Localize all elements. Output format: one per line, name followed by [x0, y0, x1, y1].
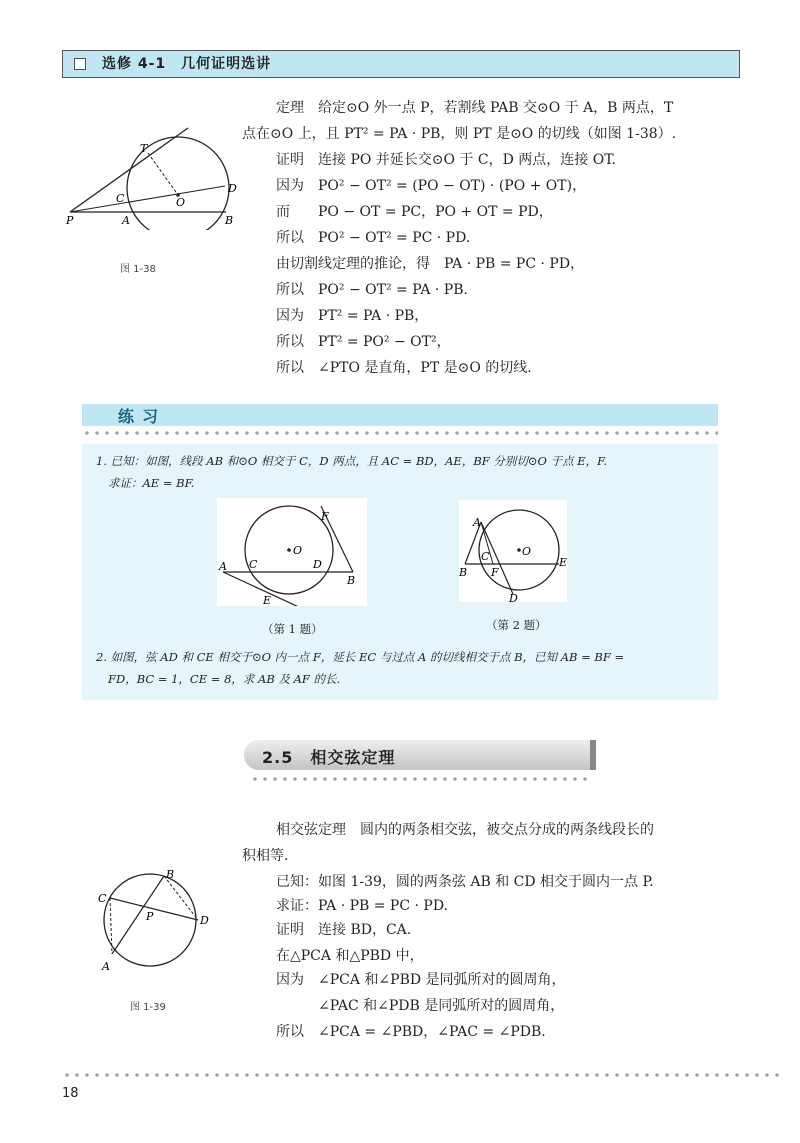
- ex1-label-F: F: [321, 510, 329, 523]
- footer-dotted-divider: [62, 1072, 782, 1078]
- exercise-figure-1-box: [217, 498, 367, 606]
- section-line-3: 已知：如图 1-39，圆的两条弦 AB 和 CD 相交于圆内一点 P.: [276, 874, 654, 890]
- exercise-q1-line2: 求证：AE = BF.: [108, 476, 195, 490]
- fig139-label-P: P: [146, 910, 154, 923]
- exercise-q2-line1: 2. 如图，弦 AD 和 CE 相交于⊙O 内一点 F，延长 EC 与过点 A 的切线相交于点 B，已知 AB = BF =: [96, 650, 625, 664]
- fig138-label-D: D: [228, 182, 237, 195]
- fig138-label-C: C: [116, 192, 125, 205]
- ex2-label-E: E: [559, 556, 567, 569]
- page-number: 18: [62, 1086, 79, 1101]
- section-line-1: 相交弦定理 圆内的两条相交弦，被交点分成的两条线段长的: [276, 822, 654, 838]
- ex2-label-C: C: [481, 550, 490, 563]
- section-title: 2.5 相交弦定理: [262, 748, 396, 767]
- figure-1-38-caption: 图 1-38: [120, 264, 156, 275]
- ex1-label-A: A: [219, 560, 227, 573]
- proof-line-8: 所以 PT² = PO² − OT²，: [276, 334, 451, 350]
- ex1-label-O: O: [293, 544, 303, 557]
- exercise-q1-line1: 1. 已知：如图，线段 AB 和⊙O 相交于 C，D 两点，且 AC = BD，AE，BF 分别切⊙O 于点 E，F.: [96, 454, 608, 468]
- proof-line-2: 因为 PO² − OT² = (PO − OT) · (PO + OT)，: [276, 178, 587, 194]
- proof-line-7: 因为 PT² = PA · PB，: [276, 308, 429, 324]
- theorem-line-1: 定理 给定⊙O 外一点 P，若割线 PAB 交⊙O 于 A，B 两点，T: [276, 100, 674, 116]
- ex2-label-A: A: [473, 516, 481, 529]
- exercise-figure-2-caption: （第 2 题）: [486, 618, 547, 632]
- proof-line-9: 所以 ∠PTO 是直角，PT 是⊙O 的切线.: [276, 360, 532, 376]
- fig139-label-C: C: [98, 892, 107, 905]
- figure-1-38: [60, 120, 250, 230]
- ex2-label-O: O: [522, 545, 532, 558]
- section-line-9: 所以 ∠PCA = ∠PBD，∠PAC = ∠PDB.: [276, 1024, 546, 1040]
- figure-1-39-caption: 图 1-39: [130, 1002, 166, 1013]
- ex1-label-B: B: [347, 574, 356, 587]
- ex2-label-B: B: [459, 566, 468, 579]
- fig138-label-T: T: [140, 142, 148, 155]
- exercise-dotted-divider: [82, 430, 718, 436]
- section-line-4: 求证：PA · PB = PC · PD.: [276, 898, 449, 914]
- ex2-label-D: D: [509, 592, 518, 602]
- fig138-label-P: P: [66, 214, 74, 227]
- ex1-label-C: C: [249, 558, 258, 571]
- fig138-label-B: B: [225, 214, 234, 227]
- theorem-line-2: 点在⊙O 上，且 PT² = PA · PB，则 PT 是⊙O 的切线（如图 1-38）.: [242, 126, 677, 142]
- ex1-label-E: E: [263, 594, 272, 606]
- exercise-figure-1-caption: （第 1 题）: [262, 622, 323, 636]
- fig138-label-A: A: [122, 214, 130, 227]
- exercise-figure-2: [459, 500, 567, 602]
- fig138-label-O: O: [176, 196, 186, 209]
- proof-line-1: 证明 连接 PO 并延长交⊙O 于 C，D 两点，连接 OT.: [276, 152, 616, 168]
- proof-line-5: 由切割线定理的推论，得 PA · PB = PC · PD，: [276, 256, 585, 272]
- section-line-6: 在△PCA 和△PBD 中，: [276, 948, 424, 964]
- exercise-q2-line2: FD，BC = 1，CE = 8，求 AB 及 AF 的长.: [108, 672, 341, 686]
- figure-1-39: [92, 868, 216, 978]
- ex2-label-F: F: [491, 566, 499, 579]
- ex1-label-D: D: [313, 558, 322, 571]
- proof-line-4: 所以 PO² − OT² = PC · PD.: [276, 230, 471, 246]
- fig139-label-A: A: [102, 960, 110, 973]
- section-dotted-divider: [250, 776, 590, 782]
- proof-line-3: 而 PO − OT = PC，PO + OT = PD，: [276, 204, 553, 220]
- section-line-8: ∠PAC 和∠PDB 是同弧所对的圆周角，: [276, 998, 565, 1014]
- section-line-7: 因为 ∠PCA 和∠PBD 是同弧所对的圆周角，: [276, 972, 566, 988]
- fig139-label-B: B: [166, 868, 175, 881]
- exercise-title: 练习: [118, 407, 167, 426]
- chapter-title: 选修 4-1 几何证明选讲: [102, 56, 272, 72]
- exercise-header-bar: [82, 404, 718, 426]
- fig139-label-D: D: [200, 914, 209, 927]
- section-line-5: 证明 连接 BD，CA.: [276, 922, 412, 938]
- exercise-figure-1: [217, 498, 367, 606]
- proof-line-6: 所以 PO² − OT² = PA · PB.: [276, 282, 468, 298]
- section-line-2: 积相等.: [242, 848, 289, 864]
- exercise-figure-2-box: [459, 500, 567, 602]
- chapter-square-icon: [74, 58, 86, 70]
